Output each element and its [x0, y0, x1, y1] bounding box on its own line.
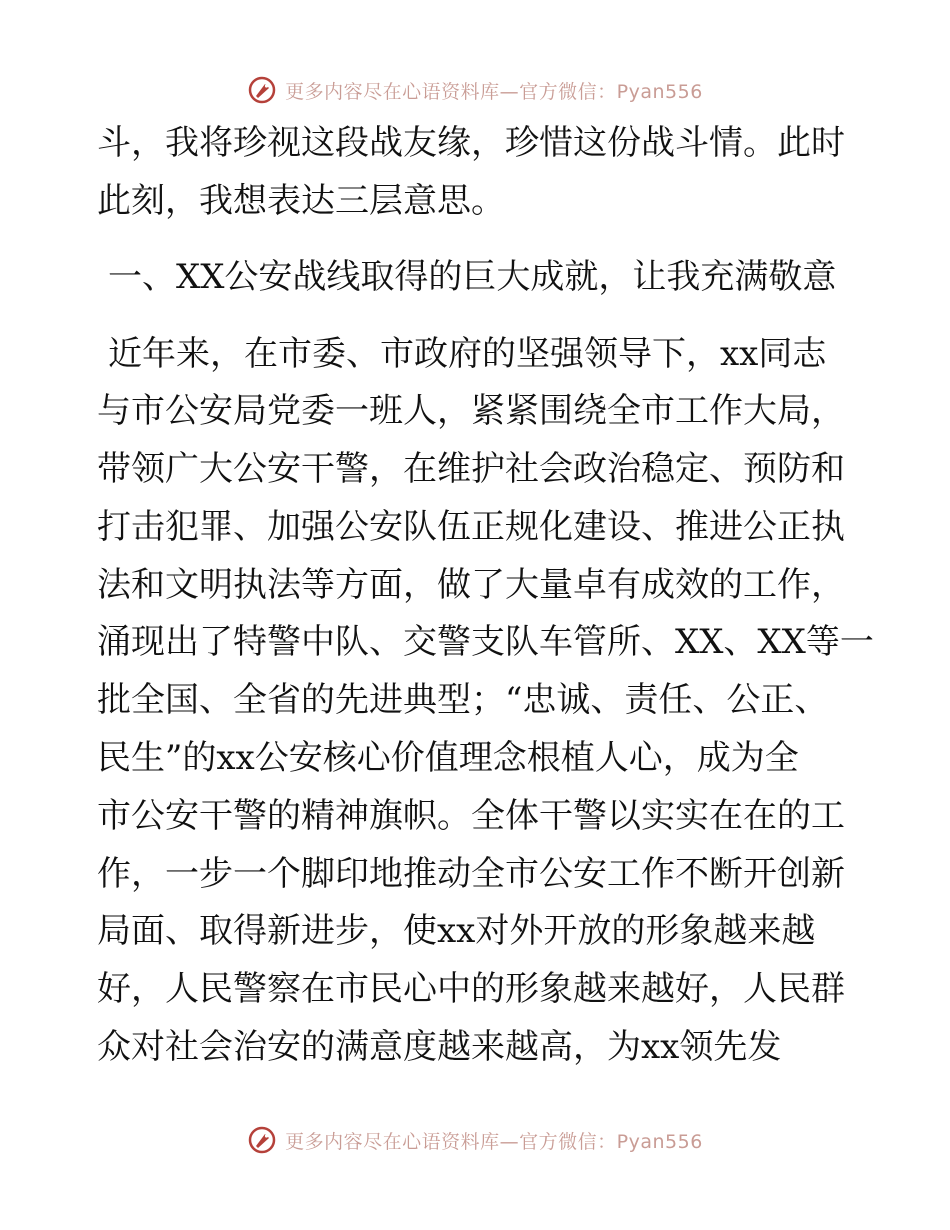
- body-line: 带领广大公安干警，在维护社会政治稳定、预防和: [97, 449, 845, 489]
- pen-nib-logo-icon: [247, 75, 277, 105]
- footer-watermark-banner: [0, 1120, 950, 1160]
- body-line: 近年来，在市委、市政府的坚强领导下，xx同志: [108, 334, 827, 374]
- body-line: 此刻，我想表达三层意思。: [97, 181, 505, 221]
- body-line: 作，一步一个脚印地推动全市公安工作不断开创新: [97, 854, 845, 894]
- section-heading: 一、XX公安战线取得的巨大成就，让我充满敬意: [108, 257, 837, 297]
- footer-banner-text: 更多内容尽在心语资料库—官方微信：Pyan556: [285, 1130, 703, 1153]
- header-watermark-banner: [0, 70, 950, 110]
- body-line: 众对社会治安的满意度越来越高，为xx领先发: [97, 1027, 782, 1067]
- body-line: 与市公安局党委一班人，紧紧围绕全市工作大局，: [97, 391, 845, 431]
- body-line: 批全国、全省的先进典型；“忠诚、责任、公正、: [97, 680, 829, 720]
- pen-nib-logo-icon: [247, 1125, 277, 1155]
- body-line: 民生”的xx公安核心价值理念根植人心，成为全: [97, 738, 799, 778]
- body-line: 市公安干警的精神旗帜。全体干警以实实在在的工: [97, 796, 845, 836]
- body-line: 法和文明执法等方面，做了大量卓有成效的工作，: [97, 565, 845, 605]
- body-line: 局面、取得新进步，使xx对外开放的形象越来越: [97, 911, 816, 951]
- body-line: 好，人民警察在市民心中的形象越来越好，人民群: [97, 969, 845, 1009]
- body-line: 涌现出了特警中队、交警支队车管所、XX、XX等一: [97, 622, 874, 662]
- header-banner-text: 更多内容尽在心语资料库—官方微信：Pyan556: [285, 80, 703, 103]
- body-line: 斗，我将珍视这段战友缘，珍惜这份战斗情。此时: [97, 123, 845, 163]
- body-line: 打击犯罪、加强公安队伍正规化建设、推进公正执: [97, 507, 845, 547]
